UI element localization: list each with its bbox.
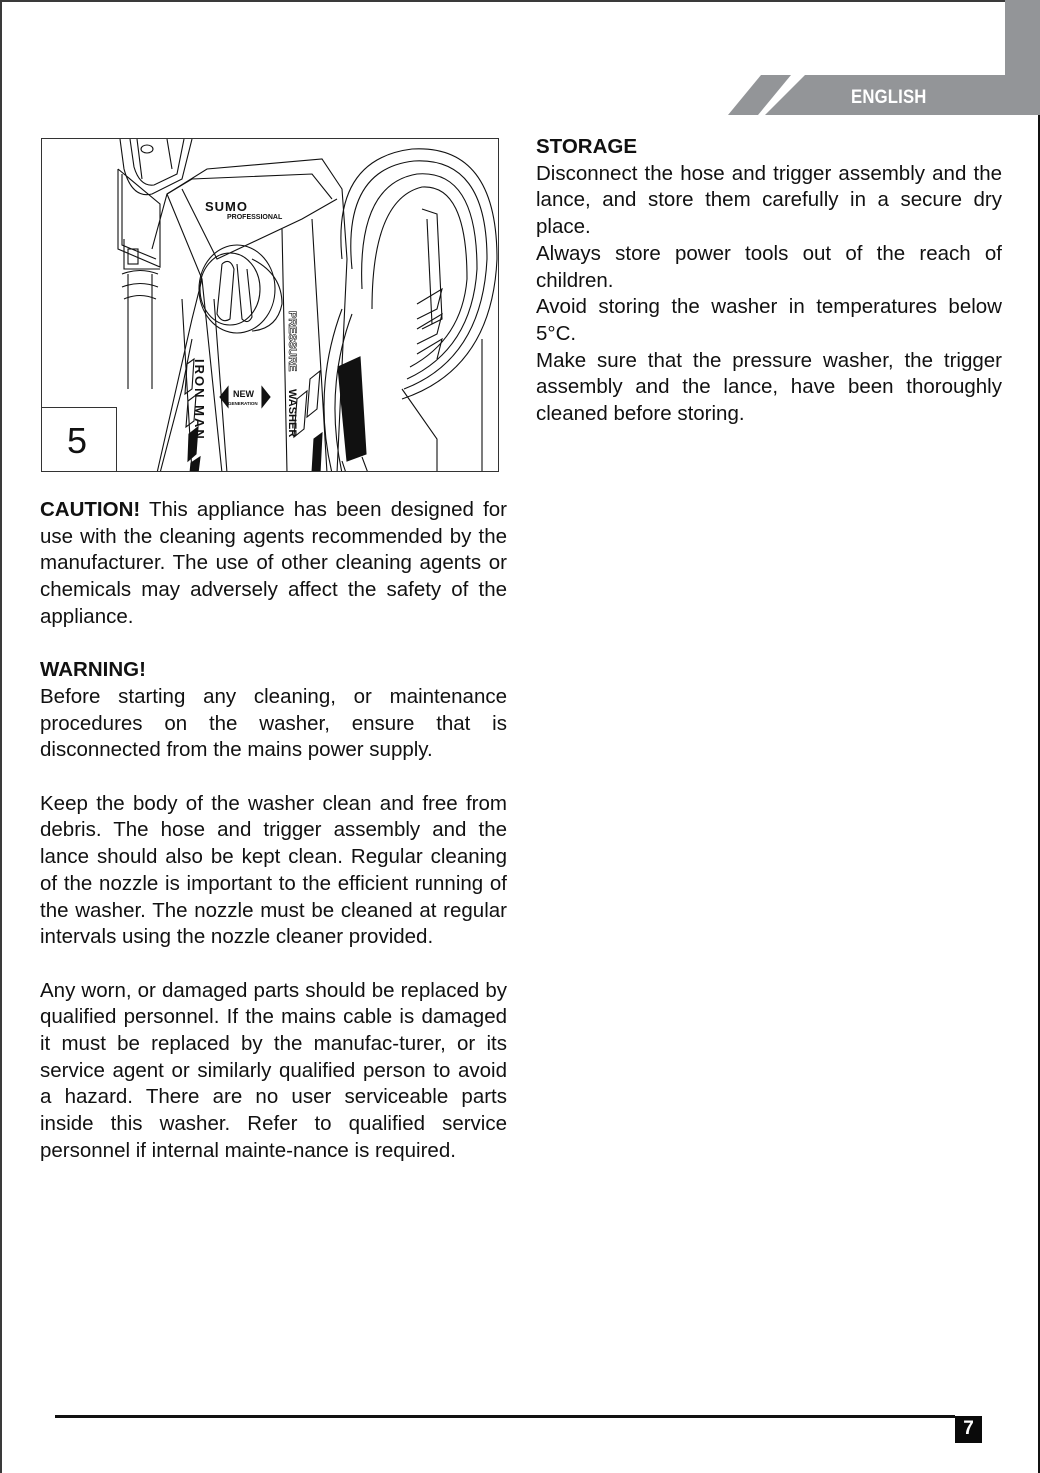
right-column: [536, 134, 1002, 428]
left-column: [40, 497, 507, 1165]
page-number: 7: [963, 1418, 974, 1439]
page-number-box: [955, 1416, 982, 1443]
badge-new: NEW: [233, 389, 254, 399]
maintenance-paragraph: Keep the body of the washer clean and free from debris. The hose and trigger assembly and the lance should also be kept clean. Regular cleaning of the nozzle is important to the efficient running of the washer. The nozzle must be cleaned at regular intervals using the nozzle cleaner provided.: [40, 791, 507, 949]
brand-subtitle: PROFESSIONAL: [227, 214, 283, 221]
warning-label: WARNING!: [40, 658, 146, 682]
storage-heading: STORAGE: [536, 135, 637, 158]
storage-heading-row: [536, 134, 1002, 161]
language-tab: [728, 75, 1040, 115]
caution-label: CAUTION!: [40, 498, 141, 521]
figure-number-box: [42, 407, 117, 472]
caution-paragraph: [40, 497, 507, 631]
language-label: ENGLISH: [851, 87, 927, 108]
storage-paragraph: Make sure that the pressure washer, the trigger assembly and the lance, have been thoroughly cleaned before storing.: [536, 348, 1002, 426]
model-label-iron-man: IRON MAN: [192, 359, 207, 441]
page-border-left: [0, 0, 2, 1473]
repair-paragraph: Any worn, or damaged parts should be replaced by qualified personnel. If the mains cable is damaged it must be replaced by the manufac-turer, or its service agent or similarly qualified person to avoid a hazard. There are no user serviceable parts inside this washer. Refer to qualified service personnel if internal mainte-nance is required.: [40, 978, 507, 1162]
storage-paragraph: Disconnect the hose and trigger assembly and the lance, and store them carefully in a secure dry place.: [536, 161, 1002, 239]
footer-rule: [55, 1415, 955, 1418]
storage-paragraph: Always store power tools out of the reach of children.: [536, 241, 1002, 292]
brand-logo: SUMO: [205, 199, 248, 214]
label-pressure: PRESSURE: [286, 311, 298, 372]
label-washer: WASHER: [286, 389, 298, 438]
caution-text: This appliance has been designed for use with the cleaning agents recommended by the manufacturer. The use of other cleaning agents or chemicals may adversely affect the safety of the appliance.: [40, 498, 507, 628]
storage-paragraph: Avoid storing the washer in temperatures below 5°C.: [536, 295, 1002, 345]
figure-5-illustration: [41, 138, 499, 472]
warning-text: Before starting any cleaning, or maintenance procedures on the washer, ensure that is disconnected from the mains power supply.: [40, 684, 507, 762]
warning-heading: [40, 657, 507, 684]
figure-number: 5: [67, 420, 88, 461]
page-border-top: [0, 0, 1005, 2]
badge-generation: GENERATION: [228, 401, 258, 406]
